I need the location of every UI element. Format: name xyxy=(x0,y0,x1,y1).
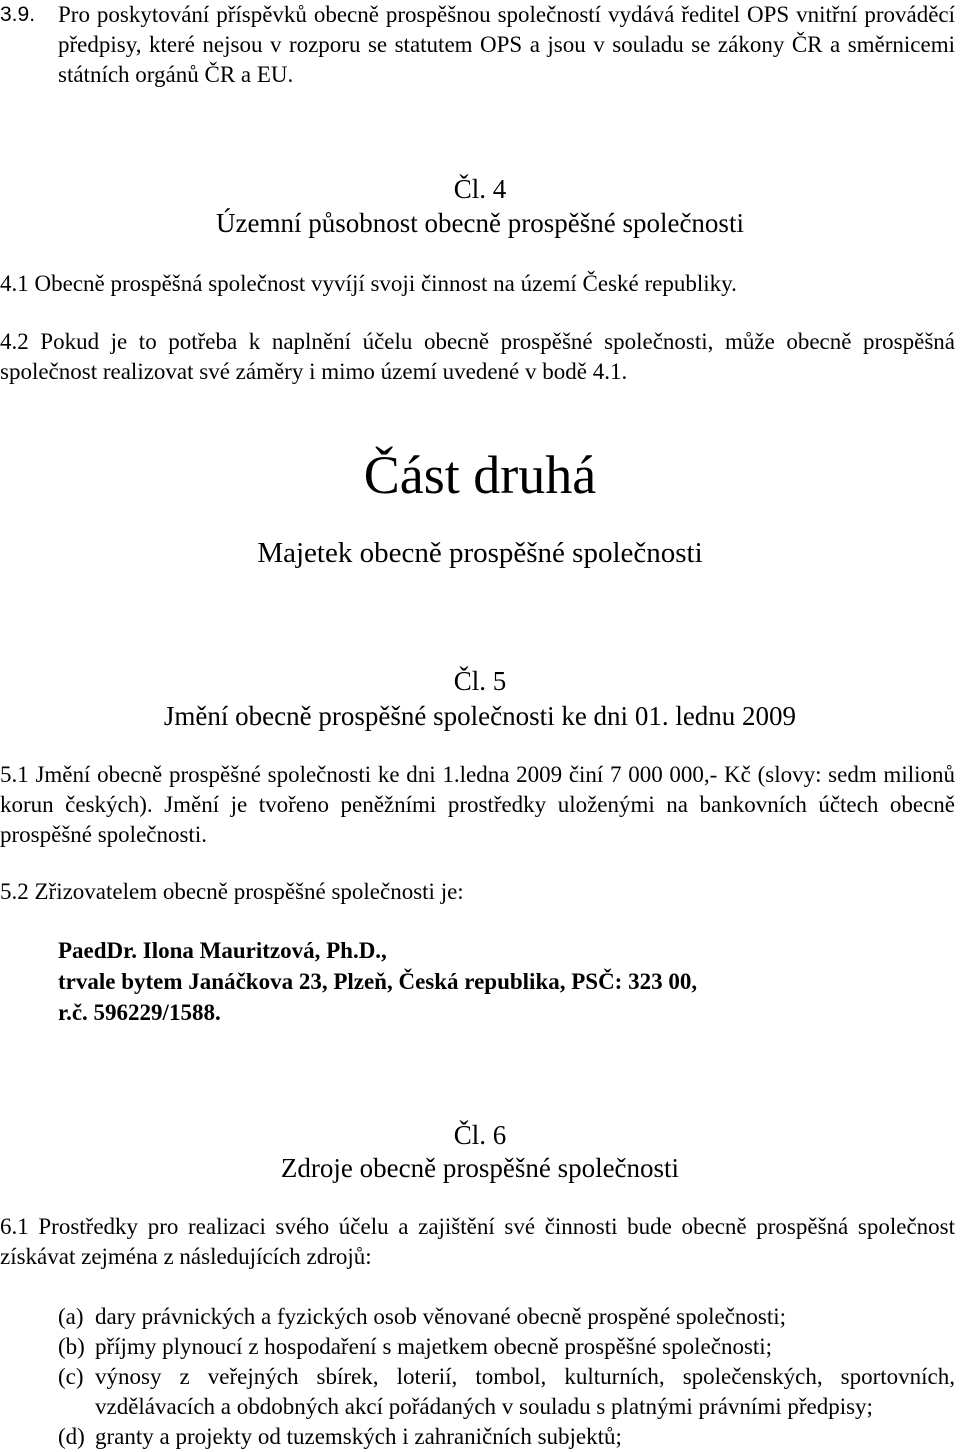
founder-address: trvale bytem Janáčkova 23, Plzeň, Česká republika, PSČ: 323 00, xyxy=(58,969,698,994)
article-6-heading: Čl. 6 xyxy=(453,1120,507,1150)
list-item-text: výnosy z veřejných sbírek, loterií, tombol, kulturních, společenských, sportovních, vzdělávacích a obdobných akcí pořádaných v souladu s platnými právními předpisy; xyxy=(95,1364,955,1419)
sources-list xyxy=(58,1302,955,1452)
paragraph-4-1: 4.1 Obecně prospěšná společnost vyvíjí svoji činnost na území České republiky. xyxy=(0,271,737,296)
article-5-title: Jmění obecně prospěšné společnosti ke dni 01. lednu 2009 xyxy=(163,701,797,731)
founder-id-number: r.č. 596229/1588. xyxy=(58,1000,221,1025)
paragraph-4-2: 4.2 Pokud je to potřeba k naplnění účelu obecně prospěšné společnosti, může obecně prospěšná společnost realizovat své záměry i mimo území uvedené v bodě 4.1. xyxy=(0,329,955,384)
article-5-heading: Čl. 5 xyxy=(453,666,507,696)
article-6-title: Zdroje obecně prospěšné společnosti xyxy=(280,1153,680,1183)
list-item xyxy=(58,1422,955,1452)
list-item xyxy=(58,1362,955,1422)
article-4-heading: Čl. 4 xyxy=(453,174,507,204)
list-item-text: granty a projekty od tuzemských i zahraničních subjektů; xyxy=(95,1424,622,1449)
paragraph-6-1: 6.1 Prostředky pro realizaci svého účelu a zajištění své činnosti bude obecně prospěšná společnost získávat zejména z následujících zdrojů: xyxy=(0,1214,955,1269)
founder-name: PaedDr. Ilona Mauritzová, Ph.D., xyxy=(58,938,387,963)
article-4-title: Územní působnost obecně prospěšné společnosti xyxy=(216,208,744,238)
list-item xyxy=(58,1332,955,1362)
founder-block xyxy=(58,935,697,1028)
list-item-text: dary právnických a fyzických osob věnované obecně prospěné společnosti; xyxy=(95,1304,787,1329)
list-item xyxy=(58,1302,955,1332)
part-two-subtitle: Majetek obecně prospěšné společnosti xyxy=(257,537,703,569)
paragraph-3-9: Pro poskytování příspěvků obecně prospěšnou společností vydává ředitel OPS vnitřní prováděcí předpisy, které nejsou v rozporu se statutem OPS a jsou v souladu se zákony ČR a směrnicemi státních orgánů ČR a EU. xyxy=(58,2,955,87)
paragraph-5-1: 5.1 Jmění obecně prospěšné společnosti ke dni 1.ledna 2009 činí 7 000 000,- Kč (slovy: sedm milionů korun českých). Jmění je tvořeno peněžními prostředky uloženými na bankovních účtech obecně prospěšné společnosti. xyxy=(0,762,955,847)
list-marker: (a) xyxy=(58,1304,84,1329)
paragraph-5-2: 5.2 Zřizovatelem obecně prospěšné společnosti je: xyxy=(0,879,464,904)
part-two-title: Část druhá xyxy=(363,445,597,505)
section-number: 3.9. xyxy=(0,3,36,26)
list-marker: (b) xyxy=(58,1334,85,1359)
list-marker: (d) xyxy=(58,1424,85,1449)
list-item-text: příjmy plynoucí z hospodaření s majetkem obecně prospěšné společnosti; xyxy=(95,1334,773,1359)
list-marker: (c) xyxy=(58,1364,84,1389)
